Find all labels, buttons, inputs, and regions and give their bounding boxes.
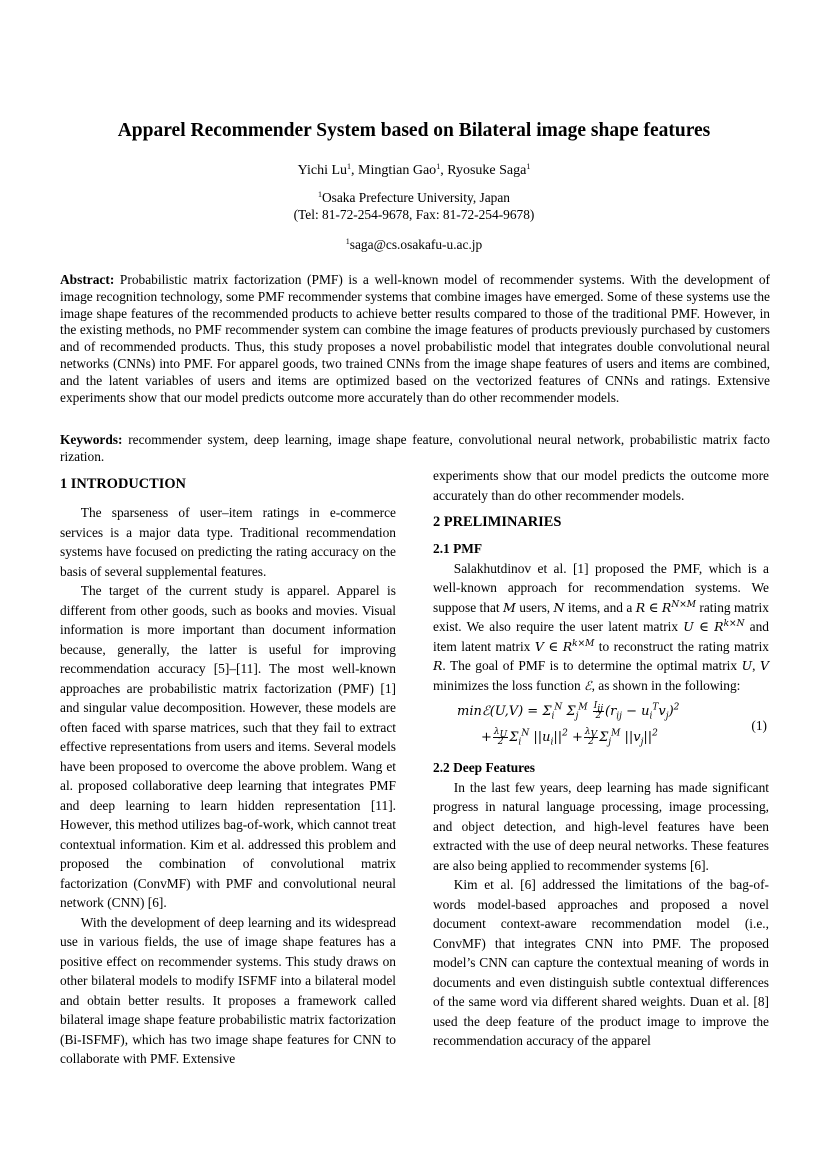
- author-affiliation-mark: 1: [436, 162, 441, 171]
- equation-line-1: minℰ(U,V) = $\Sigma_i^N$ $\Sigma_j^M$ $\frac{I_{ij}}{2}$ $(r_{ij} - u_i^Tv_j)^2$: [457, 701, 680, 722]
- math-symbol: U: [683, 619, 694, 634]
- keywords-text: recommender system, deep learning, image shape feature, convolutional neural network, probabilistic matrix facto rization.: [60, 432, 770, 464]
- affiliation-mark: 1: [317, 190, 322, 199]
- subsection-heading-deep-features: 2.2 Deep Features: [433, 760, 536, 775]
- abstract-label: Abstract:: [60, 272, 115, 287]
- intro-paragraph: The target of the current study is apparel. Apparel is different from other goods, such as books and movies. Visual information is more important than document information because, generally, the latter is useful for improving recommendation accuracy [5]–[11]. The most well-known approaches are probabilistic matrix factorization (PMF) [1] and singular value decomposition. However, these models are often faced with sparse matrices, such that they fail to extract effective representations from users and items. Several models have been proposed to overcome the above problem. Wang et al. proposed collaborative deep learning that integrates PMF and deep learning to learn hidden representation [11]. However, this method utilizes bag-of-work, which cannot treat contextual information. Kim et al. addressed this problem and proposed the combination of convolutional matrix factorization (ConvMF) with PMF and convolutional neural network (CNN) [6].: [60, 583, 396, 910]
- author-affiliation-mark: 1: [526, 162, 531, 171]
- math-symbol: V: [534, 638, 544, 654]
- fraction: $\frac{\lambda_U}{2}$: [493, 727, 508, 747]
- subsection-heading-pmf: 2.1 PMF: [433, 541, 483, 556]
- intro-paragraph: With the development of deep learning and its widespread use in various fields, the use of image shape features has a positive effect on recommender systems. This study draws on other bilateral models to modify ISFMF into a bilateral model and obtain better results. It proposes a framework called bilateral image shape feature probabilistic matrix factorization (Bi-ISFMF), which has two image shape features for CNN to collaborate with PMF. Extensive: [60, 914, 396, 1066]
- math-symbol: $R^{k\times M}$: [562, 638, 595, 654]
- fraction: $\frac{I_{ij}}{2}$: [593, 701, 603, 721]
- author-affiliation-mark: 1: [347, 162, 352, 171]
- fraction: $\frac{\lambda_V}{2}$: [584, 727, 598, 747]
- deep-features-paragraph: Kim et al. [6] addressed the limitations of the bag-of-words model-based approaches and proposed a novel document context-aware recommendation model (i.e., ConvMF) that integrates CNN into PMF. The proposed model’s CNN can capture the contextual meaning of words in documents and even distinguish subtle contextual differences of the same word via different shared weights. Duan et al. [8] used the deep feature of the product image to improve the recommendation accuracy of the apparel: [433, 877, 769, 1048]
- math-symbol: $R^{N\times M}$: [661, 599, 696, 615]
- section-heading-introduction: 1 INTRODUCTION: [60, 476, 186, 492]
- section-heading-preliminaries: 2 PRELIMINARIES: [433, 514, 562, 530]
- math-symbol: M: [503, 599, 516, 615]
- abstract: [60, 272, 770, 406]
- intro-paragraph: The sparseness of user–item ratings in e-commerce services is a major data type. Traditional recommendation systems have focused on predicting the rating accuracy on the basis of several supplemental features.: [60, 505, 396, 579]
- left-column: [60, 474, 396, 1069]
- right-column: [433, 466, 769, 1051]
- author-list: Yichi Lu$^1$, Mingtian Gao$^1$, Ryosuke Saga$^1$: [297, 162, 531, 178]
- equation-line-2: + $\frac{\lambda_U}{2}$ $\Sigma_i^N$ $||u_i||^2$ + $\frac{\lambda_V}{2}$ $\Sigma_j^M$ $||v_j||^2$: [481, 727, 658, 748]
- math-symbol: V: [759, 658, 769, 673]
- affiliation-contact: (Tel: 81-72-254-9678, Fax: 81-72-254-9678): [293, 207, 535, 222]
- author-name: Ryosuke Saga: [447, 163, 527, 178]
- math-symbol: U: [741, 658, 753, 673]
- email-address: saga@cs.osakafu-u.ac.jp: [349, 237, 483, 252]
- equation-number: (1): [751, 718, 767, 733]
- email-affiliation-mark: 1: [345, 237, 350, 246]
- paper-title: Apparel Recommender System based on Bilateral image shape features: [117, 120, 711, 141]
- math-symbol: ℰ: [584, 677, 592, 693]
- deep-features-paragraph: In the last few years, deep learning has made significant progress in natural language processing, image processing, and object detection, and high-level features have been extracted with the use of deep neural networks. These features are also being applied to recommender systems [6].: [433, 779, 769, 873]
- pmf-paragraph: Salakhutdinov et al. [1] proposed the PMF, which is a well-known approach for recommendation systems. We suppose that M users, N items, and a R ∈ $R^{N\times M}$ rating matrix exist. We also require the user latent matrix U ∈ $R^{k\times N}$ and item latent matrix V ∈ $R^{k\times M}$ to reconstruct the rating matrix R. The goal of PMF is to determine the optimal matrix U, V minimizes the loss function ℰ, as shown in the following:: [433, 560, 770, 693]
- equation-loss-function: [433, 698, 769, 756]
- author-name: Yichi Lu: [297, 163, 348, 178]
- keywords-label: Keywords:: [60, 432, 123, 447]
- math-symbol: N: [553, 599, 565, 615]
- math-symbol: R: [433, 658, 443, 673]
- math-symbol: R: [635, 599, 646, 615]
- affiliation: [60, 189, 768, 223]
- author-email: [60, 236, 768, 253]
- affiliation-name: Osaka Prefecture University, Japan: [321, 190, 511, 205]
- keywords: [60, 432, 770, 466]
- intro-continuation: experiments show that our model predicts the outcome more accurately than do other recommender models.: [433, 468, 769, 503]
- abstract-text: Probabilistic matrix factorization (PMF) is a well-known model of recommender systems. With the development of image recognition technology, some PMF recommender systems that combine images have emerged. Some of these systems use the image shape features of the recommended products to achieve better results compared to those of the traditional PMF. However, in the existing methods, no PMF recommender system can combine the image features of products previously purchased by customers and of recommended products. Thus, this study proposes a novel probabilistic model that integrates double convolutional neural networks (CNNs) into PMF. For apparel goods, two trained CNNs from the image shape features of users and items are combined, and the latent variables of users and items are optimized based on the vectorized features of CNNs and ratings. Extensive experiments show that our model predicts outcome more accurately than do other recommender models.: [60, 272, 770, 405]
- math-symbol: $R^{k\times N}$: [714, 618, 745, 634]
- author-name: Mingtian Gao: [358, 163, 437, 178]
